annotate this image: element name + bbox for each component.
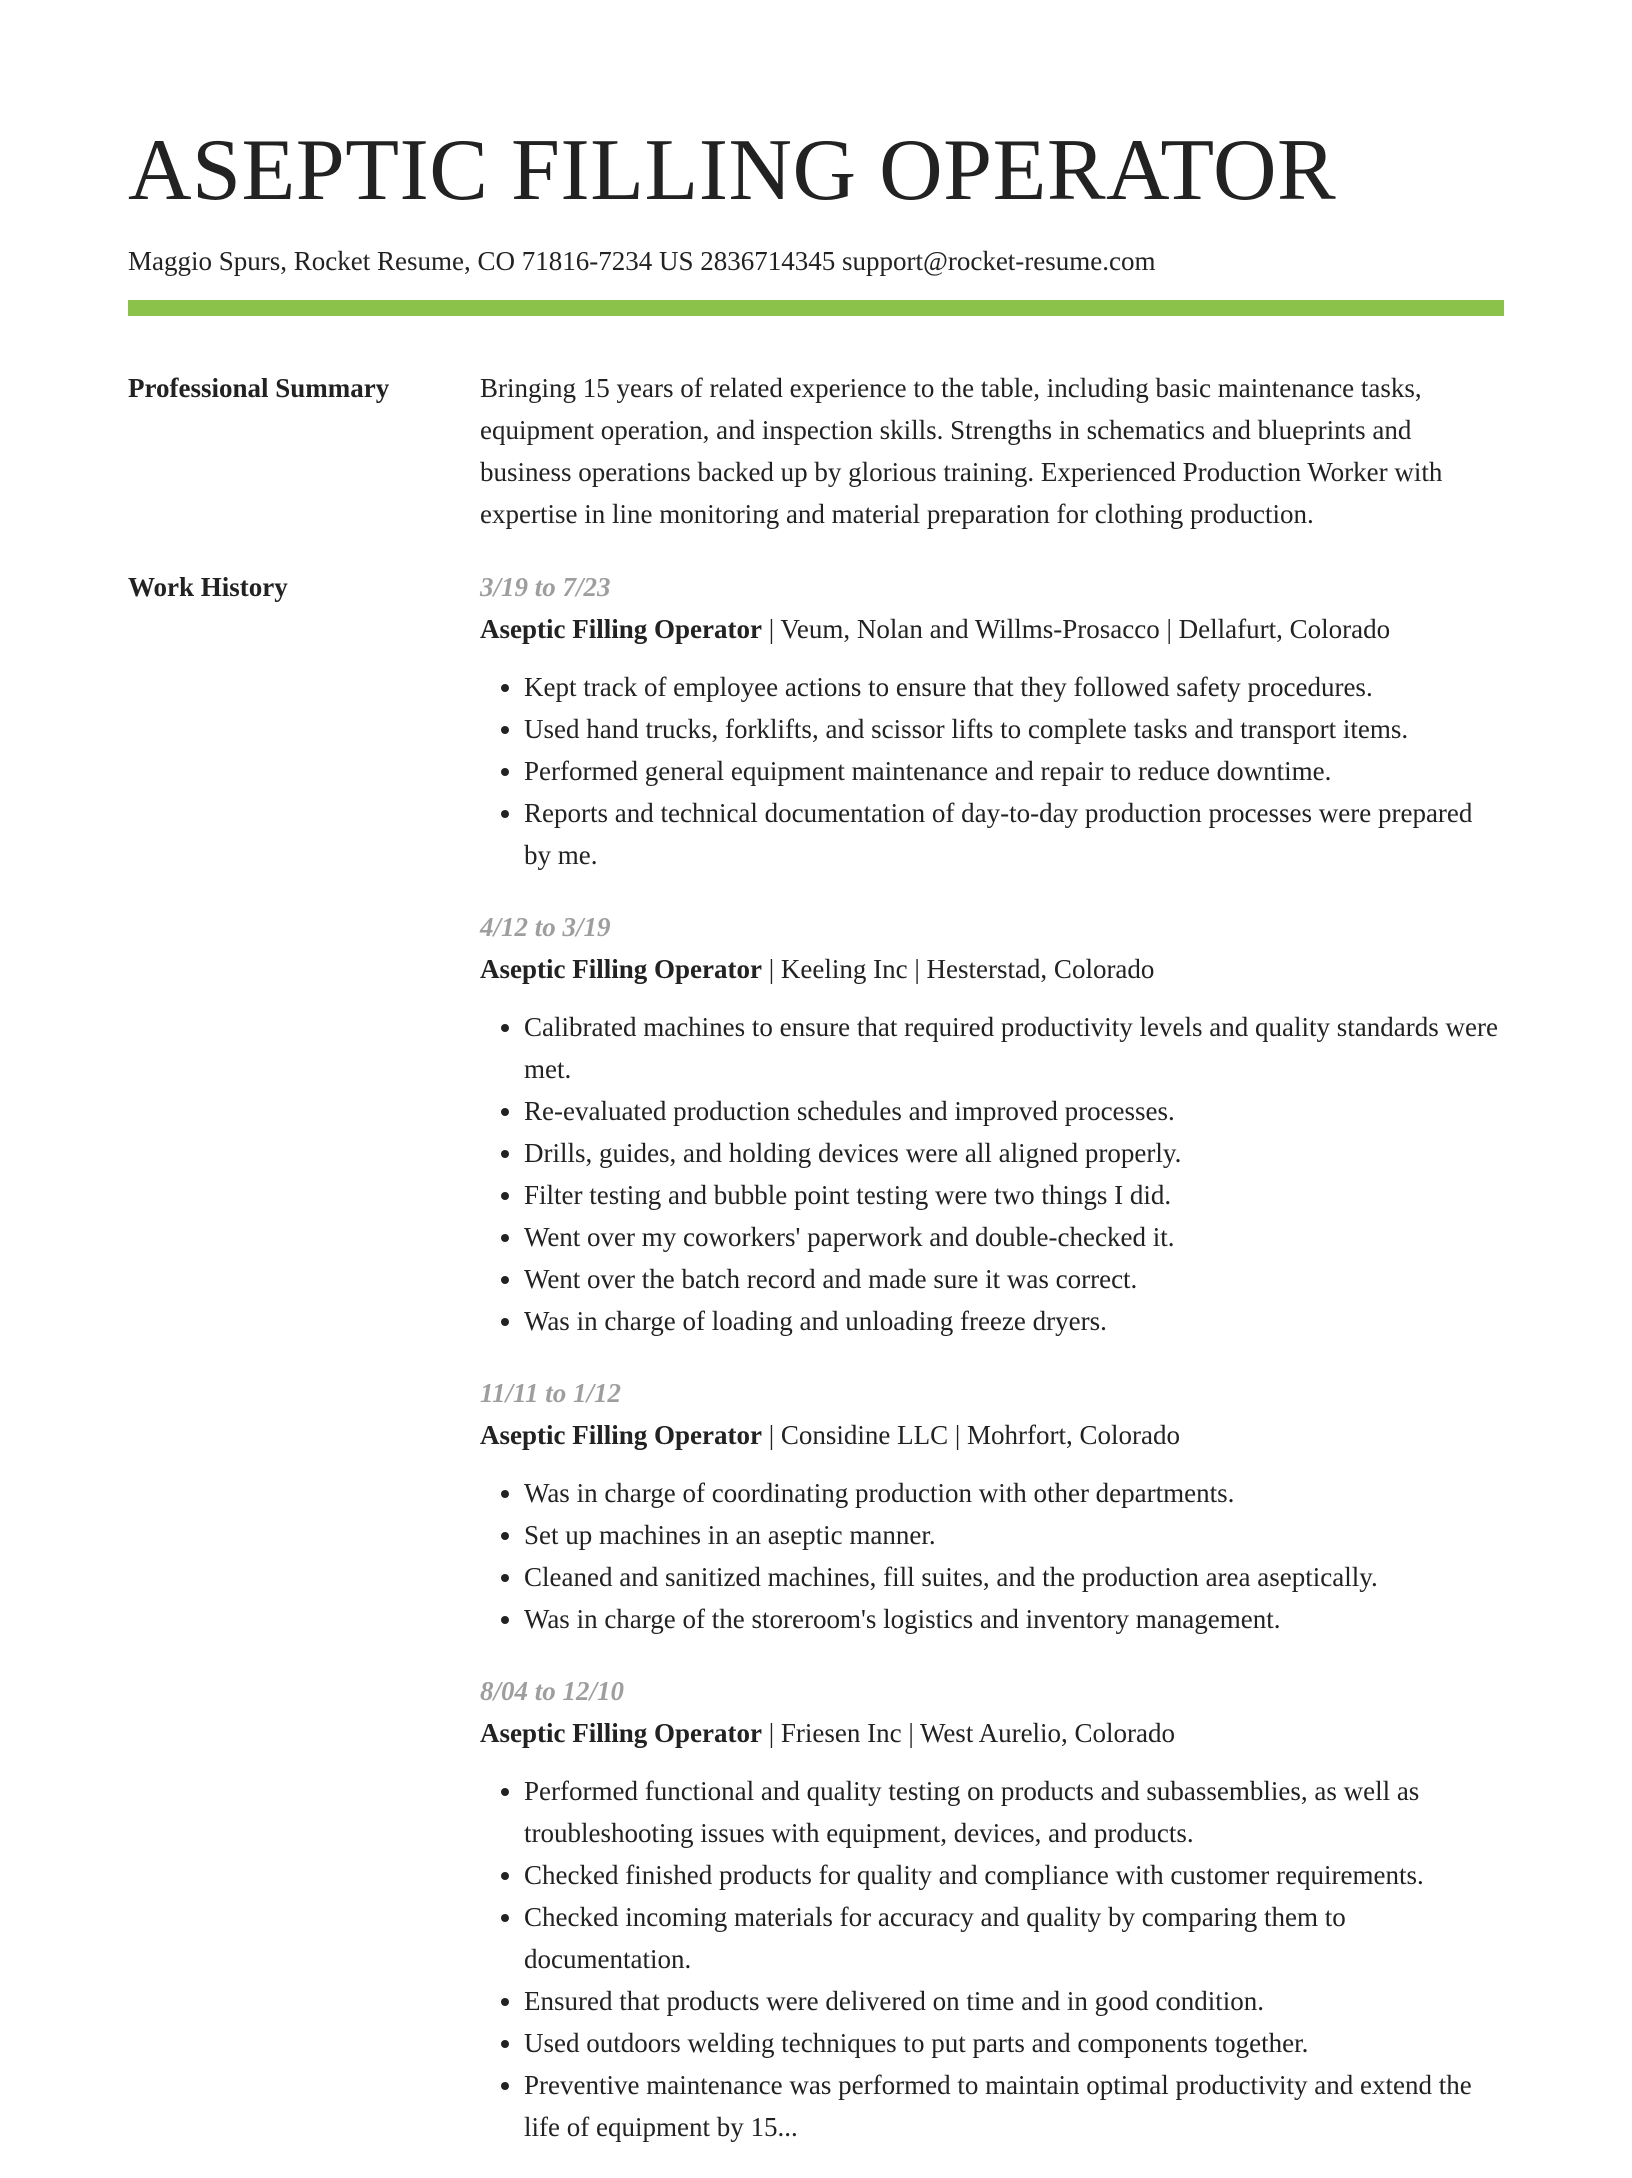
accent-divider	[128, 300, 1504, 316]
summary-text: Bringing 15 years of related experience to the table, including basic maintenance tasks, equipment operation, and inspection skills. Strengths in schematics and blueprints and business operations backed up by glorious training. Experienced Production Worker with expertise in line monitoring and material preparation for clothing production.	[480, 373, 1443, 529]
job-entry	[480, 1670, 1504, 2148]
job-bullet: • Performed general equipment maintenance and repair to reduce downtime.	[524, 750, 1504, 792]
job-title: Aseptic Filling Operator	[480, 954, 762, 984]
job-heading	[480, 1414, 1504, 1456]
job-bullet-list	[480, 666, 1504, 876]
job-bullet: • Reports and technical documentation of day-to-day production processes were prepared by me.	[524, 792, 1504, 876]
job-dates: 8/04 to 12/10	[480, 1676, 625, 1706]
job-bullet: • Re-evaluated production schedules and improved processes.	[524, 1090, 1504, 1132]
job-entry	[480, 906, 1504, 1342]
resume-page	[128, 0, 1504, 2178]
job-bullet: • Ensured that products were delivered on time and in good condition.	[524, 1980, 1504, 2022]
work-history-list	[480, 566, 1504, 2178]
job-bullet: • Was in charge of the storeroom's logistics and inventory management.	[524, 1598, 1504, 1640]
job-title: Aseptic Filling Operator	[480, 1420, 762, 1450]
job-bullet: • Drills, guides, and holding devices were all aligned properly.	[524, 1132, 1504, 1174]
job-title: Aseptic Filling Operator	[480, 614, 762, 644]
job-heading	[480, 948, 1504, 990]
job-dates: 11/11 to 1/12	[480, 1378, 622, 1408]
contact-line: Maggio Spurs, Rocket Resume, CO 71816-7234 US 2836714345 support@rocket-resume.com	[128, 246, 1156, 276]
professional-summary-section	[128, 367, 1504, 535]
job-dates: 3/19 to 7/23	[480, 572, 611, 602]
job-heading	[480, 608, 1504, 650]
job-bullet-list	[480, 1770, 1504, 2148]
job-bullet: • Was in charge of coordinating production with other departments.	[524, 1472, 1504, 1514]
job-dates: 4/12 to 3/19	[480, 912, 611, 942]
resume-title: ASEPTIC FILLING OPERATOR	[128, 122, 1337, 219]
job-bullet: • Was in charge of loading and unloading freeze dryers.	[524, 1300, 1504, 1342]
job-entry	[480, 1372, 1504, 1640]
job-employer-location: | Veum, Nolan and Willms-Prosacco | Dellafurt, Colorado	[761, 614, 1391, 644]
job-bullet: • Kept track of employee actions to ensure that they followed safety procedures.	[524, 666, 1504, 708]
job-bullet: • Checked incoming materials for accuracy and quality by comparing them to documentation.	[524, 1896, 1504, 1980]
job-bullet: • Calibrated machines to ensure that required productivity levels and quality standards were met.	[524, 1006, 1504, 1090]
job-entry	[480, 566, 1504, 876]
job-bullet-list	[480, 1472, 1504, 1640]
job-bullet: • Set up machines in an aseptic manner.	[524, 1514, 1504, 1556]
section-label-work-history: Work History	[128, 572, 288, 602]
job-bullet: • Went over my coworkers' paperwork and double-checked it.	[524, 1216, 1504, 1258]
job-bullet: • Preventive maintenance was performed to maintain optimal productivity and extend the life of equipment by 15...	[524, 2064, 1504, 2148]
job-employer-location: | Considine LLC | Mohrfort, Colorado	[761, 1420, 1180, 1450]
section-label-professional-summary: Professional Summary	[128, 373, 390, 403]
job-employer-location: | Keeling Inc | Hesterstad, Colorado	[761, 954, 1155, 984]
job-bullet: • Filter testing and bubble point testing were two things I did.	[524, 1174, 1504, 1216]
job-bullet-list	[480, 1006, 1504, 1342]
job-bullet: • Used outdoors welding techniques to put parts and components together.	[524, 2022, 1504, 2064]
job-employer-location: | Friesen Inc | West Aurelio, Colorado	[761, 1718, 1176, 1748]
job-heading	[480, 1712, 1504, 1754]
job-bullet: • Cleaned and sanitized machines, fill suites, and the production area aseptically.	[524, 1556, 1504, 1598]
job-bullet: • Checked finished products for quality and compliance with customer requirements.	[524, 1854, 1504, 1896]
work-history-section	[128, 566, 1504, 2178]
job-bullet: • Performed functional and quality testing on products and subassemblies, as well as troubleshooting issues with equipment, devices, and products.	[524, 1770, 1504, 1854]
job-bullet: • Went over the batch record and made sure it was correct.	[524, 1258, 1504, 1300]
job-title: Aseptic Filling Operator	[480, 1718, 762, 1748]
job-bullet: • Used hand trucks, forklifts, and scissor lifts to complete tasks and transport items.	[524, 708, 1504, 750]
